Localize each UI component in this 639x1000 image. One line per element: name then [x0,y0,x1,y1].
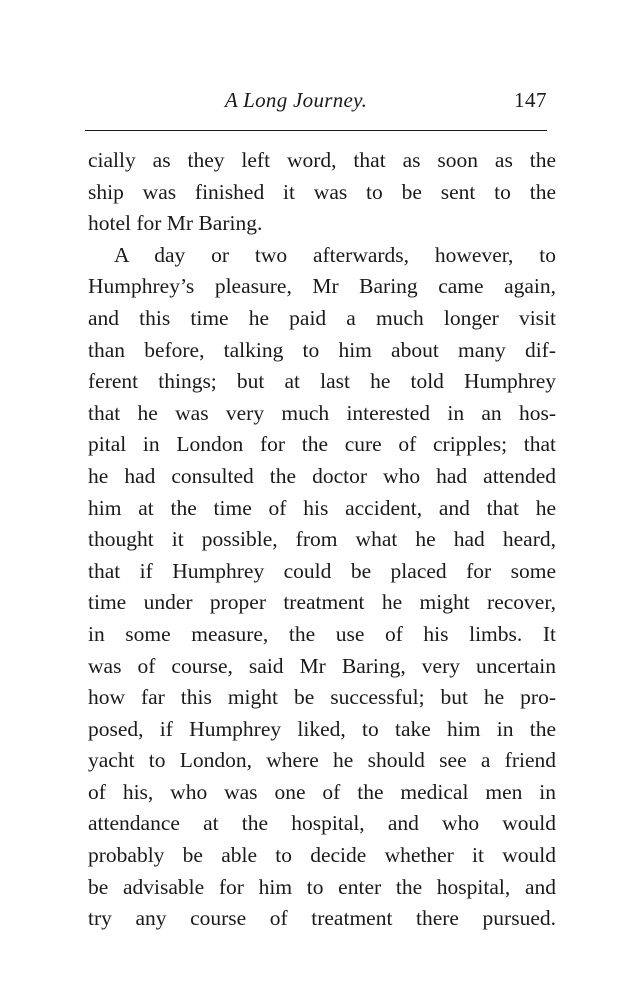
text-line: cially as they left word, that as soon as the [88,148,556,172]
text-line: ship was finished it was to be sent to the [88,179,556,204]
header-rule [85,130,547,131]
text-line: be advisable for him to enter the hospital, and [88,874,556,899]
text-line: Humphrey’s pleasure, Mr Baring came again, [88,274,556,299]
text-line: thought it possible, from what he had heard, [88,527,556,552]
text-line: of his, who was one of the medical men in [88,779,556,804]
text-line: A day or two afterwards, however, to [114,242,556,267]
text-line: he had consulted the doctor who had attended [88,463,556,488]
text-line: yacht to London, where he should see a friend [88,748,556,773]
text-line: that he was very much interested in an hos- [88,400,556,425]
running-title: A Long Journey. [224,88,368,112]
text-line: that if Humphrey could be placed for some [88,558,556,583]
text-line: hotel for Mr Baring. [88,211,263,236]
body-text [88,145,556,935]
running-head [85,88,547,118]
text-line: posed, if Humphrey liked, to take him in the [88,716,556,741]
text-line: pital in London for the cure of cripples; that [88,432,556,457]
text-line: probably be able to decide whether it would [88,843,556,868]
text-line: was of course, said Mr Baring, very uncertain [88,653,556,678]
text-line: ferent things; but at last he told Humphrey [88,369,556,394]
text-line: how far this might be successful; but he pro- [88,685,556,710]
text-line: time under proper treatment he might recover, [88,590,556,615]
text-line: in some measure, the use of his limbs. It [88,621,556,646]
text-line: try any course of treatment there pursued. [88,906,556,931]
text-line: attendance at the hospital, and who would [88,811,556,836]
text-line: and this time he paid a much longer visit [88,305,556,330]
page-number: 147 [514,88,547,112]
text-line: him at the time of his accident, and that he [88,495,556,520]
text-line: than before, talking to him about many dif- [88,337,556,362]
